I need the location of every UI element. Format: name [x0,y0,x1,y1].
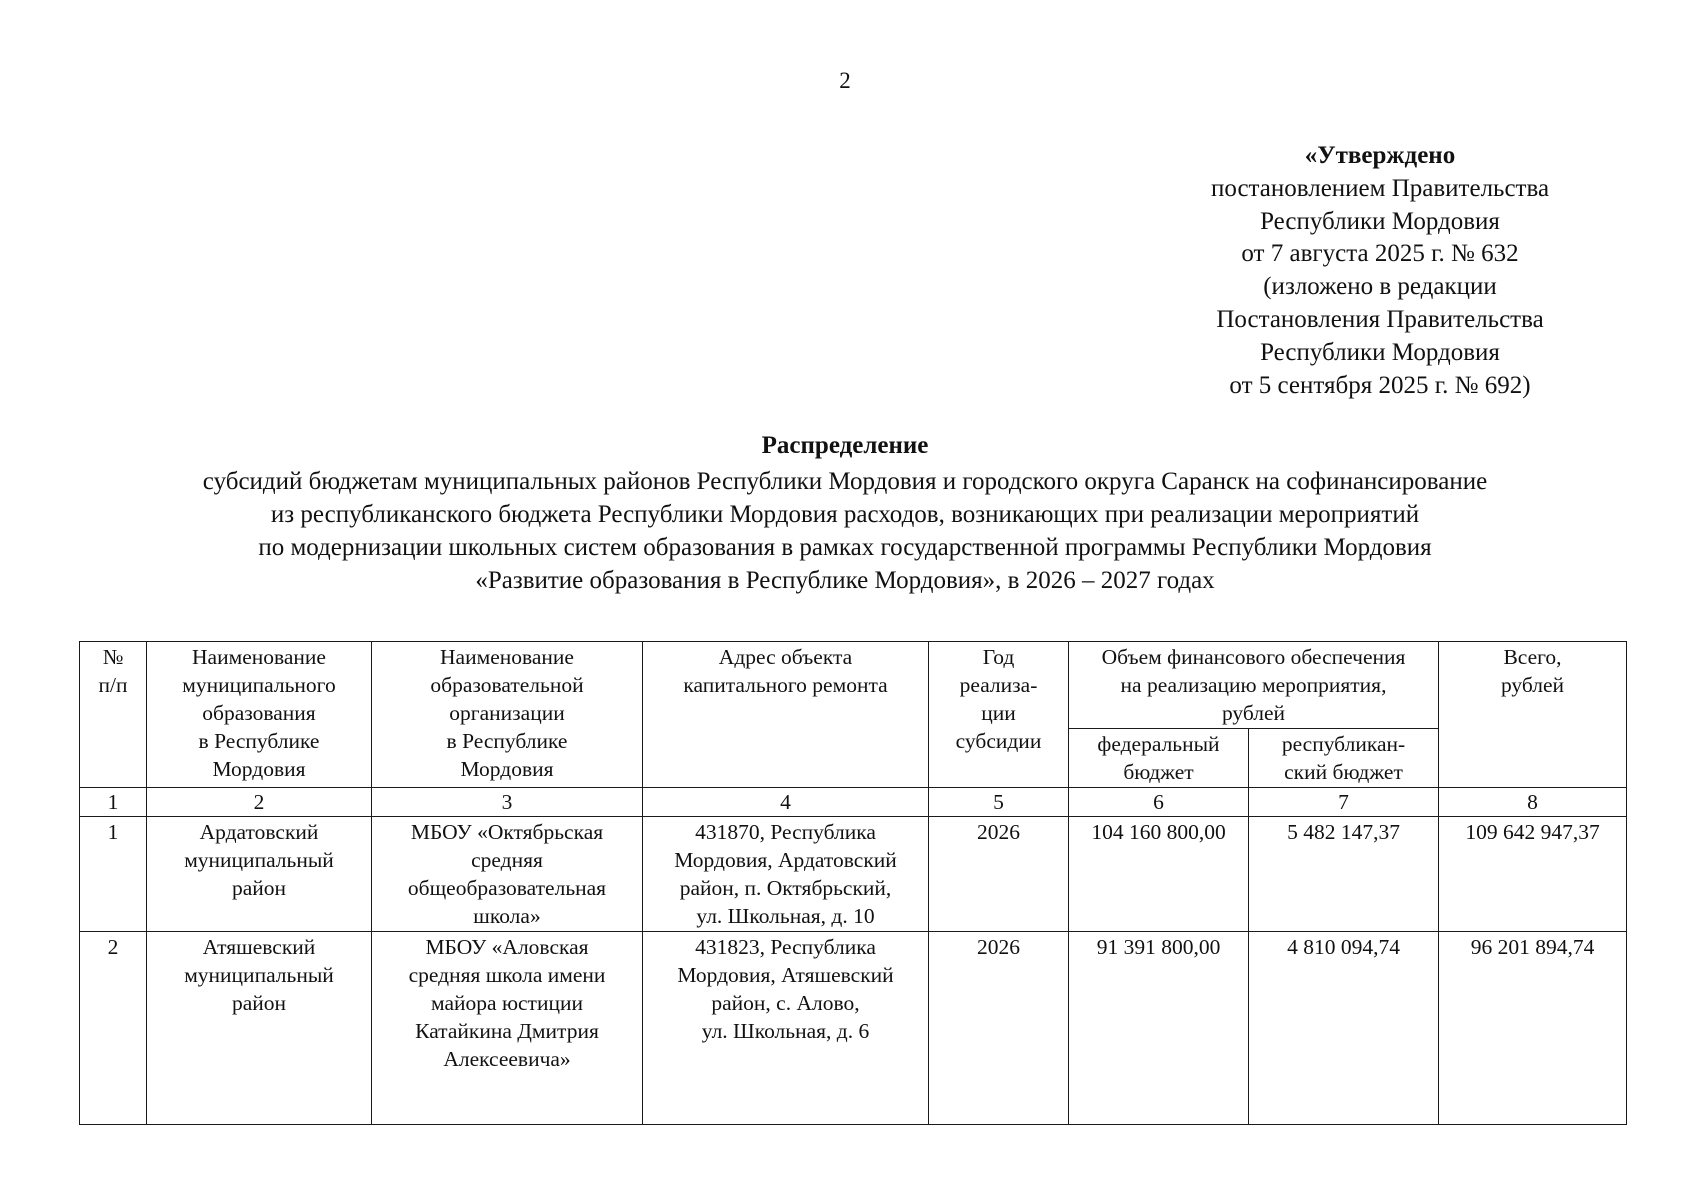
approval-line: от 7 августа 2025 г. № 632 [1241,240,1519,268]
column-number-cell: 8 [1439,788,1627,817]
column-number-cell: 6 [1069,788,1249,817]
document-subtitle [100,465,1590,597]
header-cell-funding: Объем финансового обеспечения на реализацию мероприятия, рублей [1069,642,1439,729]
column-number-cell: 4 [643,788,929,817]
column-number-row [80,788,1627,817]
row-republic: 5 482 147,37 [1249,817,1439,932]
approval-line: Республики Мордовия [1260,338,1500,366]
row-num: 1 [80,817,147,932]
header-cell-num: № п/п [80,642,147,788]
header-cell-republic: республикан- ский бюджет [1249,729,1439,788]
subtitle-line: «Развитие образования в Республике Мордовия», в 2026 – 2027 годах [475,567,1215,594]
distribution-table [79,641,1627,1125]
approval-line: Постановления Правительства [1216,305,1544,333]
row-year: 2026 [929,932,1069,1125]
row-organization: МБОУ «Октябрьская средняя общеобразовательная школа» [372,817,643,932]
header-cell-address: Адрес объекта капитального ремонта [643,642,929,788]
approval-line: (изложено в редакции [1263,273,1497,301]
header-cell-municipality: Наименование муниципального образования в Республике Мордовия [147,642,372,788]
row-total: 109 642 947,37 [1439,817,1627,932]
approval-line: постановлением Правительства [1210,174,1550,202]
document-title: Распределение [761,432,929,459]
row-federal: 91 391 800,00 [1069,932,1249,1125]
row-year: 2026 [929,817,1069,932]
table-row [80,817,1627,932]
header-cell-organization: Наименование образовательной организации в Республике Мордовия [372,642,643,788]
table-row [80,932,1627,1125]
column-number-cell: 5 [929,788,1069,817]
row-address: 431823, Республика Мордовия, Атяшевский район, с. Алово, ул. Школьная, д. 6 [643,932,929,1125]
column-number-cell: 3 [372,788,643,817]
header-row [80,642,1627,729]
approval-heading: «Утверждено [1304,142,1456,169]
row-total: 96 201 894,74 [1439,932,1627,1125]
subtitle-line: субсидий бюджетам муниципальных районов Республики Мордовия и городского округа Саранск на софинансирование [202,468,1488,495]
header-cell-total: Всего, рублей [1439,642,1627,788]
row-organization: МБОУ «Аловская средняя школа имени майора юстиции Катайкина Дмитрия Алексеевича» [372,932,643,1125]
row-municipality: Ардатовский муниципальный район [147,817,372,932]
row-republic: 4 810 094,74 [1249,932,1439,1125]
subtitle-line: из республиканского бюджета Республики Мордовия расходов, возникающих при реализации мероприятий [270,501,1420,528]
row-address: 431870, Республика Мордовия, Ардатовский район, п. Октябрьский, ул. Школьная, д. 10 [643,817,929,932]
row-municipality: Атяшевский муниципальный район [147,932,372,1125]
approval-line: Республики Мордовия [1260,207,1500,235]
column-number-cell: 7 [1249,788,1439,817]
approval-block [1130,140,1630,402]
header-cell-federal: федеральный бюджет [1069,729,1249,788]
subtitle-line: по модернизации школьных систем образования в рамках государственной программы Республики Мордовия [258,534,1432,561]
column-number-cell: 2 [147,788,372,817]
approval-line: от 5 сентября 2025 г. № 692) [1229,371,1531,399]
header-cell-year: Год реализа- ции субсидии [929,642,1069,788]
row-federal: 104 160 800,00 [1069,817,1249,932]
page-number: 2 [839,68,851,93]
row-num: 2 [80,932,147,1125]
column-number-cell: 1 [80,788,147,817]
